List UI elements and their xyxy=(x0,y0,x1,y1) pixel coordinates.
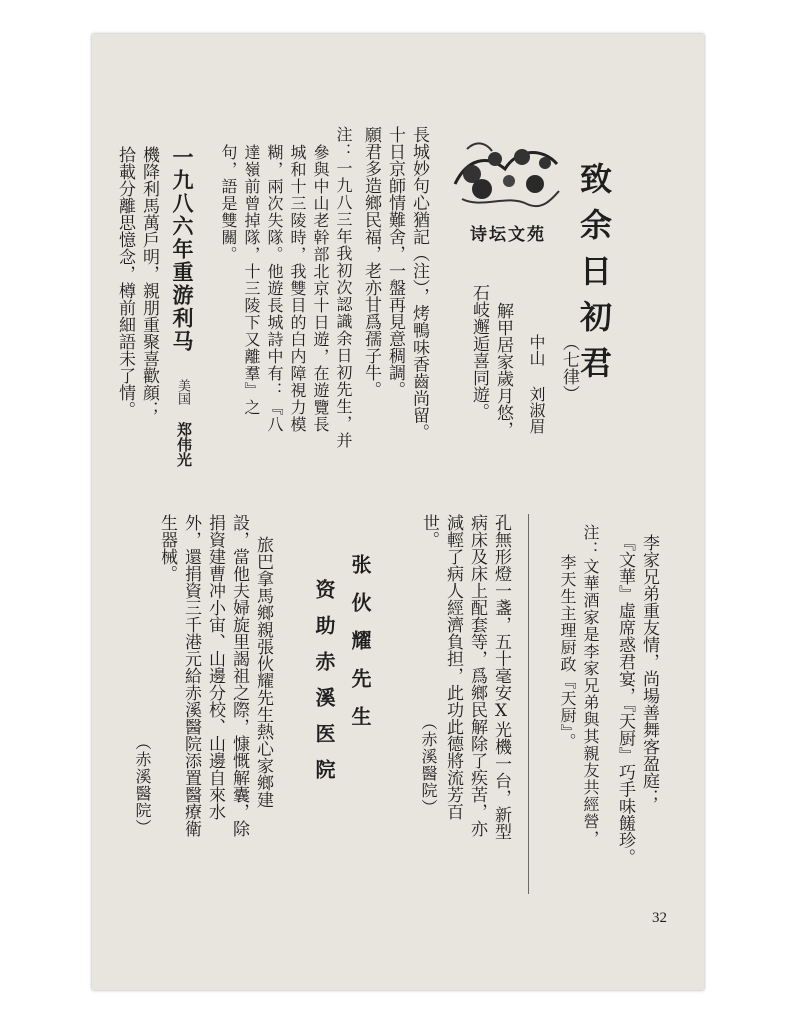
poem1-note-line: 參與中山老幹部北京十日遊，在遊覽長 xyxy=(311,144,330,433)
article-tail-line: 減輕了病人經濟負担，此功此德將流芳百 xyxy=(443,514,463,820)
column-divider xyxy=(528,514,529,894)
article-title-action: 资助赤溪医院 xyxy=(312,579,336,795)
article-body-line: 捐資建曹冲小宙、山邊分校、山邊自來水 xyxy=(205,514,225,820)
article-body-line: 外，還捐資三千港元給赤溪醫院添置醫療衛 xyxy=(181,514,201,837)
poem1-tail-note-line: 注：文華酒家是李家兄弟與其親友共經營， xyxy=(581,524,600,847)
article-body-line: 旅巴拿馬鄉親張伙耀先生熱心家鄉建 xyxy=(253,536,273,808)
section-title: 诗坛文苑 xyxy=(470,225,546,245)
poem1-tail-note-line: 李天生主理厨政『天厨』。 xyxy=(558,554,577,750)
poem1-author: 刘淑眉 xyxy=(527,386,546,434)
poem1-note-line: 注：一九八三年我初次認識余日初先生，并 xyxy=(334,126,353,449)
poem1-note-line: 達嶺前曾掉隊，十三陵下又離羣』之 xyxy=(242,144,261,416)
poem2-title: 一九八六年重游利马 xyxy=(170,146,195,353)
poem1-note-line: 句，語是雙關。 xyxy=(219,144,238,263)
article-tail-source: （赤溪醫院） xyxy=(419,714,438,816)
article-source: （赤溪醫院） xyxy=(133,734,152,836)
article-title-person: 张伙耀先生 xyxy=(348,554,372,744)
poem1-note-line: 糊，兩次失隊。他遊長城詩中有：『八 xyxy=(265,144,284,433)
article-tail-line: 世。 xyxy=(419,514,439,548)
poem1-form: （七律） xyxy=(559,334,579,402)
poem1-line: 石岐邂逅喜同遊。 xyxy=(469,284,489,420)
poem1-title: 致余日初君 xyxy=(575,162,613,392)
poem1-note-line: 城和十三陵時，我雙目的白内障視力模 xyxy=(288,144,307,433)
page-number: 32 xyxy=(652,910,667,926)
poem2-author: 郑伟光 xyxy=(175,422,193,467)
poem1-tail-line: 『文華』虛席惑君宴，『天厨』巧手味饈珍。 xyxy=(615,534,635,866)
poem2-line: 拾載分離思憶念，樽前細語未了情。 xyxy=(115,146,135,418)
poem1-line: 長城妙句心猶記（注），烤鴨味香齒尚留。 xyxy=(409,126,429,441)
article-tail-line: 孔無形燈一盞，五十毫安X光機一台，新型 xyxy=(491,514,511,840)
article-tail-line: 病床及床上配套等，爲鄉民解除了疾苦，亦 xyxy=(467,514,487,837)
poem2-author-origin: 美国 xyxy=(175,379,190,405)
magazine-page xyxy=(92,34,704,990)
article-body-line: 生器械。 xyxy=(157,514,177,582)
article-body-line: 設，當他夫婦旋里謁祖之際，慷慨解囊，除 xyxy=(229,514,249,837)
poem1-line: 十日京師情難舍，一盤再見意稠調。 xyxy=(385,126,405,398)
poem1-tail-line: 李家兄弟重友情，尚場善舞客盈庭； xyxy=(639,534,659,806)
poem2-line: 機降利馬萬戶明，親朋重聚喜歡顔； xyxy=(139,146,159,418)
poem1-author-origin: 中山 xyxy=(527,334,546,366)
poem1-line: 解甲居家歲月悠， xyxy=(493,302,513,438)
poem1-line: 願君多造鄉民福，老亦甘爲孺子牛。 xyxy=(361,126,381,398)
